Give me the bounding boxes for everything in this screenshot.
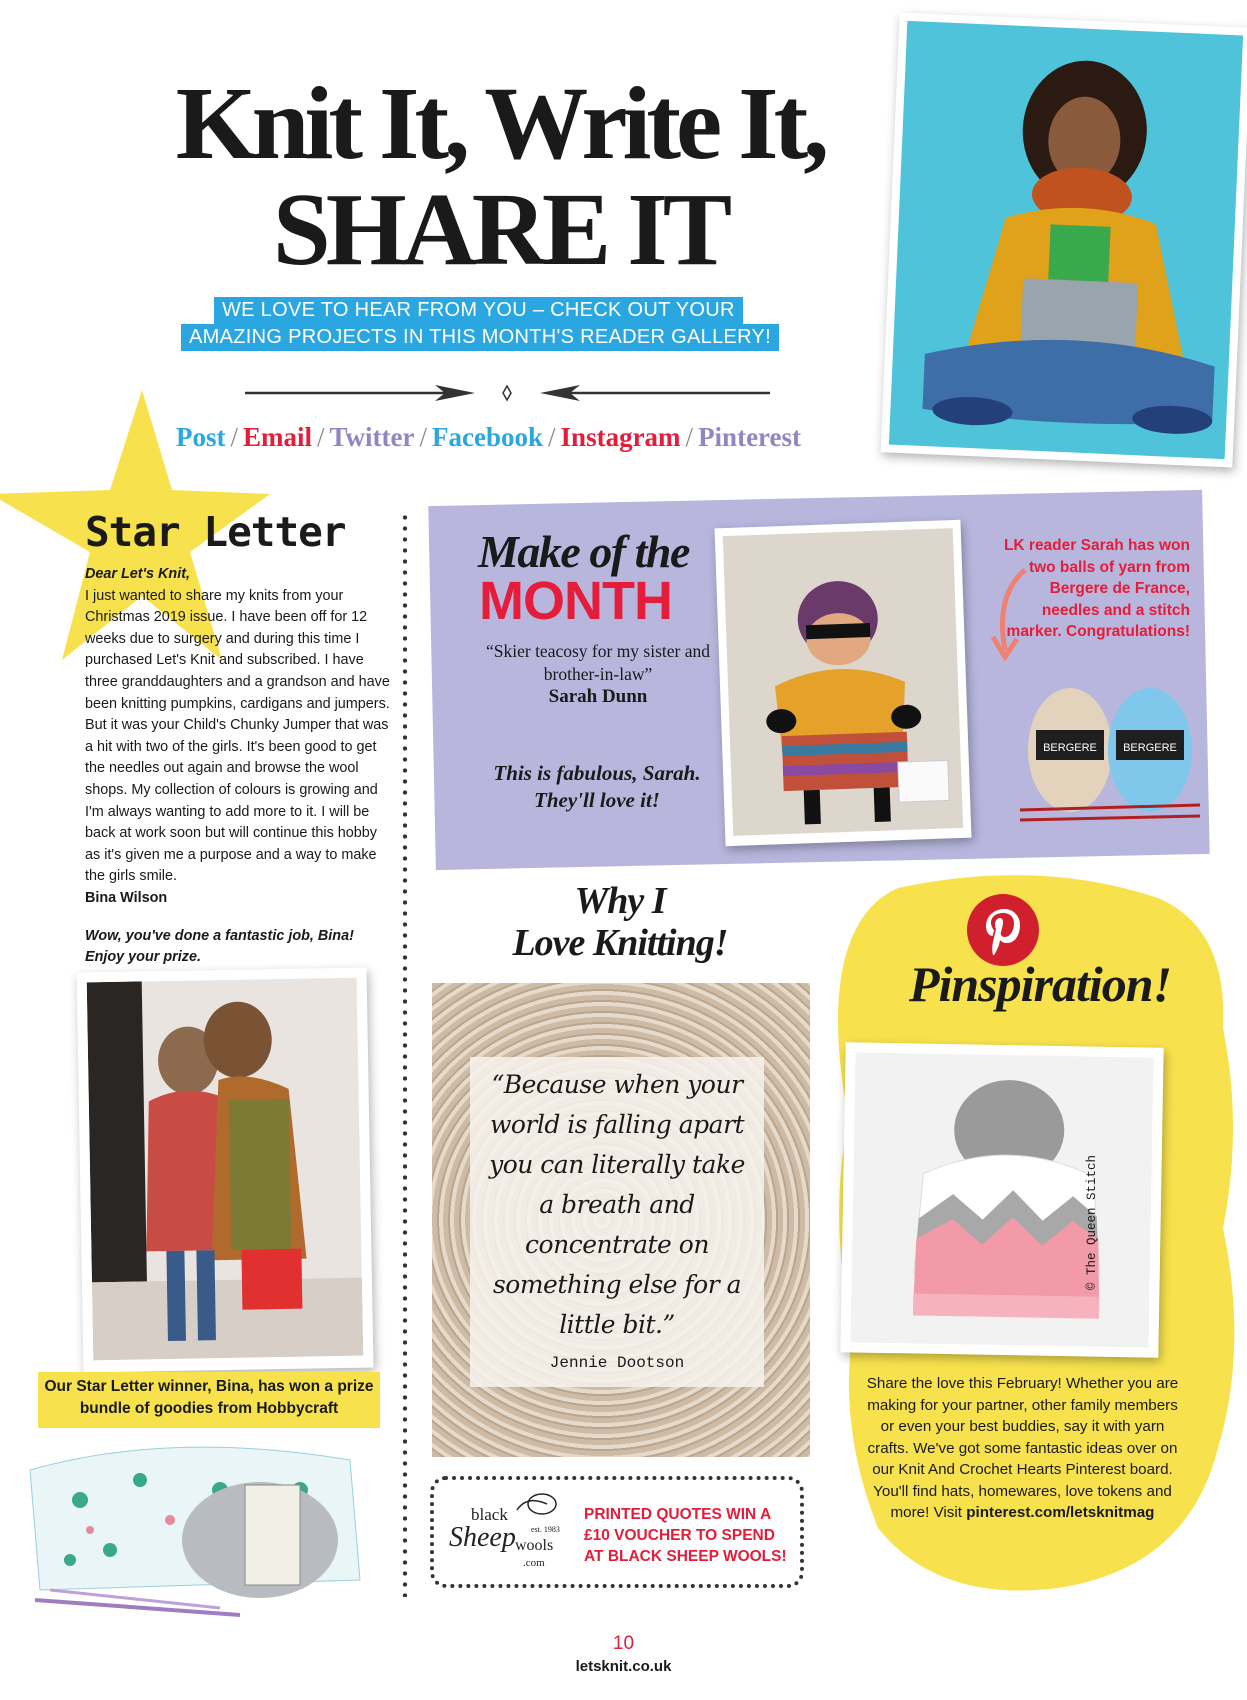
make-of-month-comment: This is fabulous, Sarah. They'll love it! [493,761,701,812]
subtitle-line-1: WE LOVE TO HEAR FROM YOU – CHECK OUT YOUR [214,297,743,324]
site-url[interactable]: letsknit.co.uk [575,1658,672,1675]
knitting-quote: “Because when your world is falling apart you can literally take a breath and concentrate on something else for a little bit.” [489,1070,745,1339]
pinspiration-text: Share the love this February! Whether you are making for your partner, other family members or even your best buddies, say it with yarn crafts. We've got some fantastic ideas over on our Knit And Crochet Hearts Pinterest board. You'll find hats, homewares, love tokens and more! Visit [866,1375,1179,1521]
make-of-month-quote: “Skier teacosy for my sister and brother-in-law” [485,641,711,684]
pinterest-board-link[interactable]: pinterest.com/letsknitmag [966,1504,1155,1521]
pom-pom-hat-photo [840,1042,1163,1358]
make-of-month-prize-text: LK reader Sarah has won two balls of yarn from Bergere de France, needles and a stitch marker. Congratulations! [1003,537,1190,640]
make-of-month-title-1: Make of the [478,526,689,577]
pinspiration-heading: Pinspiration! [908,956,1172,1012]
social-pinterest-link[interactable]: Pinterest [698,422,802,452]
woman-laptop-photo [881,13,1247,468]
photo-credit: © The Queen Stitch [1085,1154,1099,1290]
separator: / [685,422,694,452]
star-letter-heading: Star Letter [85,508,346,556]
social-twitter-link[interactable]: Twitter [329,422,415,452]
logo-text-3: wools [515,1537,554,1554]
hobbycraft-prize-bundle-image [20,1430,400,1620]
page-title-line-1: Knit It, Write It, [175,66,825,181]
logo-text-1: black [471,1505,508,1524]
page-number: 10 [612,1633,635,1654]
editor-reply: Wow, you've done a fantastic job, Bina! Enjoy your prize. [85,927,354,966]
social-instagram-link[interactable]: Instagram [560,422,681,452]
social-email-link[interactable]: Email [243,422,313,452]
letter-signature: Bina Wilson [85,889,168,906]
yarn-label-1: BERGERE [1043,742,1097,754]
ornamental-divider [245,378,770,408]
separator: / [230,422,239,452]
skier-teacosy-photo [715,520,972,846]
why-title-line-2: Love Knitting! [512,922,728,964]
star-letter-body [85,564,390,969]
separator: / [548,422,556,452]
subtitle-line-2: AMAZING PROJECTS IN THIS MONTH'S READER GALLERY! [181,324,779,351]
voucher-text: PRINTED QUOTES WIN A £10 VOUCHER TO SPEND AT BLACK SHEEP WOOLS! [584,1506,787,1565]
logo-est: est. 1983 [531,1525,560,1534]
logo-text-4: .com [523,1557,545,1569]
pinspiration-body [865,1373,1180,1524]
social-facebook-link[interactable]: Facebook [432,422,544,452]
yarn-label-2: BERGERE [1123,742,1177,754]
separator: / [419,422,428,452]
make-of-month-author: Sarah Dunn [548,686,648,707]
black-sheep-wools-logo [447,1490,567,1574]
social-links [176,422,866,453]
logo-text-2: Sheep [449,1522,516,1553]
bergere-yarn-image [1020,670,1200,825]
star-letter-prize-caption: Our Star Letter winner, Bina, has won a prize bundle of goodies from Hobbycraft [38,1372,380,1428]
page-title-line-2: SHARE IT [272,172,728,287]
girls-jumpers-photo [77,967,374,1372]
separator: / [317,422,325,452]
why-title-line-1: Why I [574,880,666,922]
letter-text: I just wanted to share my knits from your Christmas 2019 issue. I have been off for 12 weeks due to surgery and during this time I purchased Let's Knit and subscribed. I have three granddaughters and a grandson and have been knitting pumpkins, cardigans and jumpers. But it was your Child's Chunky Jumper that was a hit with two of the girls. It's been good to get the needles out again and browse the wool shops. My collection of colours is growing and I'm always wanting to add more to it. I will be back at work soon but will continue this hobby as it's given me a purpose and a way to make the girls smile. [85,587,390,885]
make-of-month-title-2: MONTH [479,571,672,631]
letter-greeting: Dear Let's Knit, [85,566,190,582]
social-post-link[interactable]: Post [176,422,226,452]
dotted-divider [402,512,408,1597]
why-love-knitting-heading [470,880,770,964]
quote-author: Jennie Dootson [549,1354,685,1372]
